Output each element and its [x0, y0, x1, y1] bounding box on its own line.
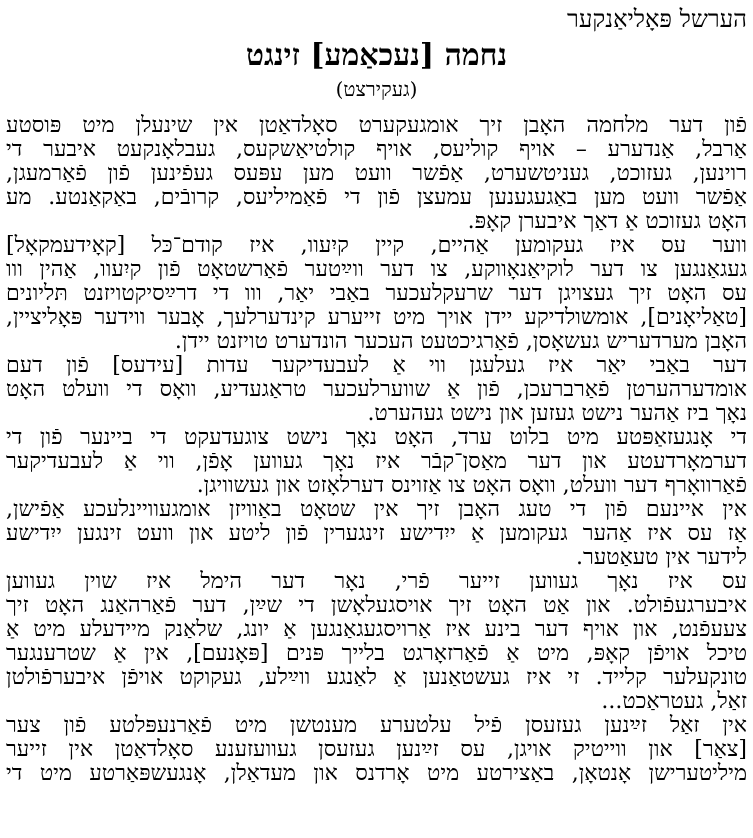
text-line: טונקעלער קלייד. זי איז געשטאַנען אַ לאַנגע ווײַלע, געקוקט אויפֿן איבערפֿולטן [6, 666, 747, 690]
page-subtitle: (געקירצט) [335, 77, 418, 101]
text-line: האָבן מערדעריש געשאָסן, פֿאַרגיכטעט העכער הונדערט טויזנט יידן. [174, 330, 747, 354]
text-line: אומדערהערטן פֿאַרברעכן, פֿון אַ שווערלעכער טראַגעדיע, וואָס די וועלט האָט [6, 378, 747, 402]
text-line: איבערגעפֿולט. און אַט האָט זיך אויסגעלאָשן די שײַן, דער פֿאַרהאַנג האָט זיך [6, 594, 747, 618]
text-line: די אָנגעזאַפּטע מיט בלוט ערד, האָט נאָך נישט צוגעדעקט די ביינער פֿון די [6, 426, 747, 450]
text-line: אין איינעם פֿון די טעג האָבן זיך אין שטאָט באַוויזן אומגעוויינלעכע אַפֿישן, [6, 498, 747, 522]
text-line: פֿון דער מלחמה האָבן זיך אומגעקערט סאָלדאַטן אין שינעלן מיט פּוסטע [6, 114, 747, 138]
text-line: פֿאַרוואָרף דער וועלט, וואָס האָט צו אַזוינס דערלאָזט און געשוויגן. [196, 474, 747, 498]
text-line: מיליטערישן אָנטאָן, באַצירטע מיט אָרדנס און מעדאַלן, אָנגעשפּאַרטע מיט די [6, 762, 747, 786]
text-line: [צאַר] און ווייטיק אויגן, עס זײַנען געזעסן געוועזענע סאָלדאַטן אין זייער [6, 738, 747, 762]
text-line: טיכל אויפֿן קאָפּ, מיט אַ פֿאַרזאָרגט בלייך פּנים [פּאָנעם], אין אַ שטרענגער [6, 642, 747, 666]
text-line: עס איז נאָך געווען זייער פֿרי, נאָר דער הימל איז שוין געווען [6, 570, 747, 594]
text-line: דערמאָרדעטע און דער מאַסן־קבֿר איז נאָך געווען אָפֿן, ווי אַ לעבעדיקער [6, 450, 747, 474]
text-line: רוינען, געזוכט, געניטשערט, אַפֿשר וועט מען עפּעס געפֿינען פֿון פֿאַרמעגן, [6, 162, 747, 186]
text-line: אַרבל, אַנדערע – אויף קוליעס, אויף קולטיאַשקעס, געבלאָנקעט איבער די [6, 138, 747, 162]
text-line: זאַל, געטראַכט... [601, 690, 747, 714]
text-line: [טאַליאָנים], אומשולדיקע יידן אויך מיט זייערע קינדערלעך, אָבער ווידער פּאָליציין, [6, 306, 747, 330]
text-line: אַז עס איז אַהער געקומען אַ ייִדישע זינגערין פֿון ליטע און וועט זינגען ייִדישע [6, 522, 747, 546]
text-line: ווער עס איז געקומען אַהיים, קיין קיִעוו, איז קודם־כּל [קאָידעמקאָל] [6, 234, 747, 258]
text-line: געגאַנגען צו דער לוקיאַנאָווקע, צו דער ווײַטער פֿאַרשטאָט פֿון קיִעוו, אַהין ווו [6, 258, 747, 282]
text-line: צעעפֿנט, און אויף דער בינע איז אַרויסגעגאַנגען אַ יונג, שלאַנק מיידעלע מיט אַ [6, 618, 747, 642]
text-line: עס האָט זיך געצויגן דער שרעקלעכער באַבי יאַר, ווו די דרײַסיקטויזנט תּליונים [6, 282, 747, 306]
text-line: דער באַבי יאַר איז געלעגן ווי אַ לעבעדיקער עדות [עידעס] פֿון דעם [6, 354, 747, 378]
text-line: לידער אין טעאַטער. [576, 546, 747, 570]
text-line: האָט געזוכט אַ דאַך איבערן קאָפּ. [467, 210, 747, 234]
text-line: אין זאַל זײַנען געזעסן פֿיל עלטערע מענטשן מיט פֿאַרנעפּלטע פֿון צער [6, 714, 747, 738]
author-header: הערשל פּאָליאַנקער [567, 5, 747, 33]
text-line: אַפֿשר וועט מען באַגעגענען עמעצן פֿון די פֿאַמיליעס, קרובֿים, באַקאַנטע. מע [6, 186, 747, 210]
text-line: נאָך ביז אַהער נישט געזען און נישט געהערט. [367, 402, 747, 426]
page-title: נחמה [נעכאַמע] זינגט [245, 38, 508, 73]
body-text [6, 114, 747, 786]
